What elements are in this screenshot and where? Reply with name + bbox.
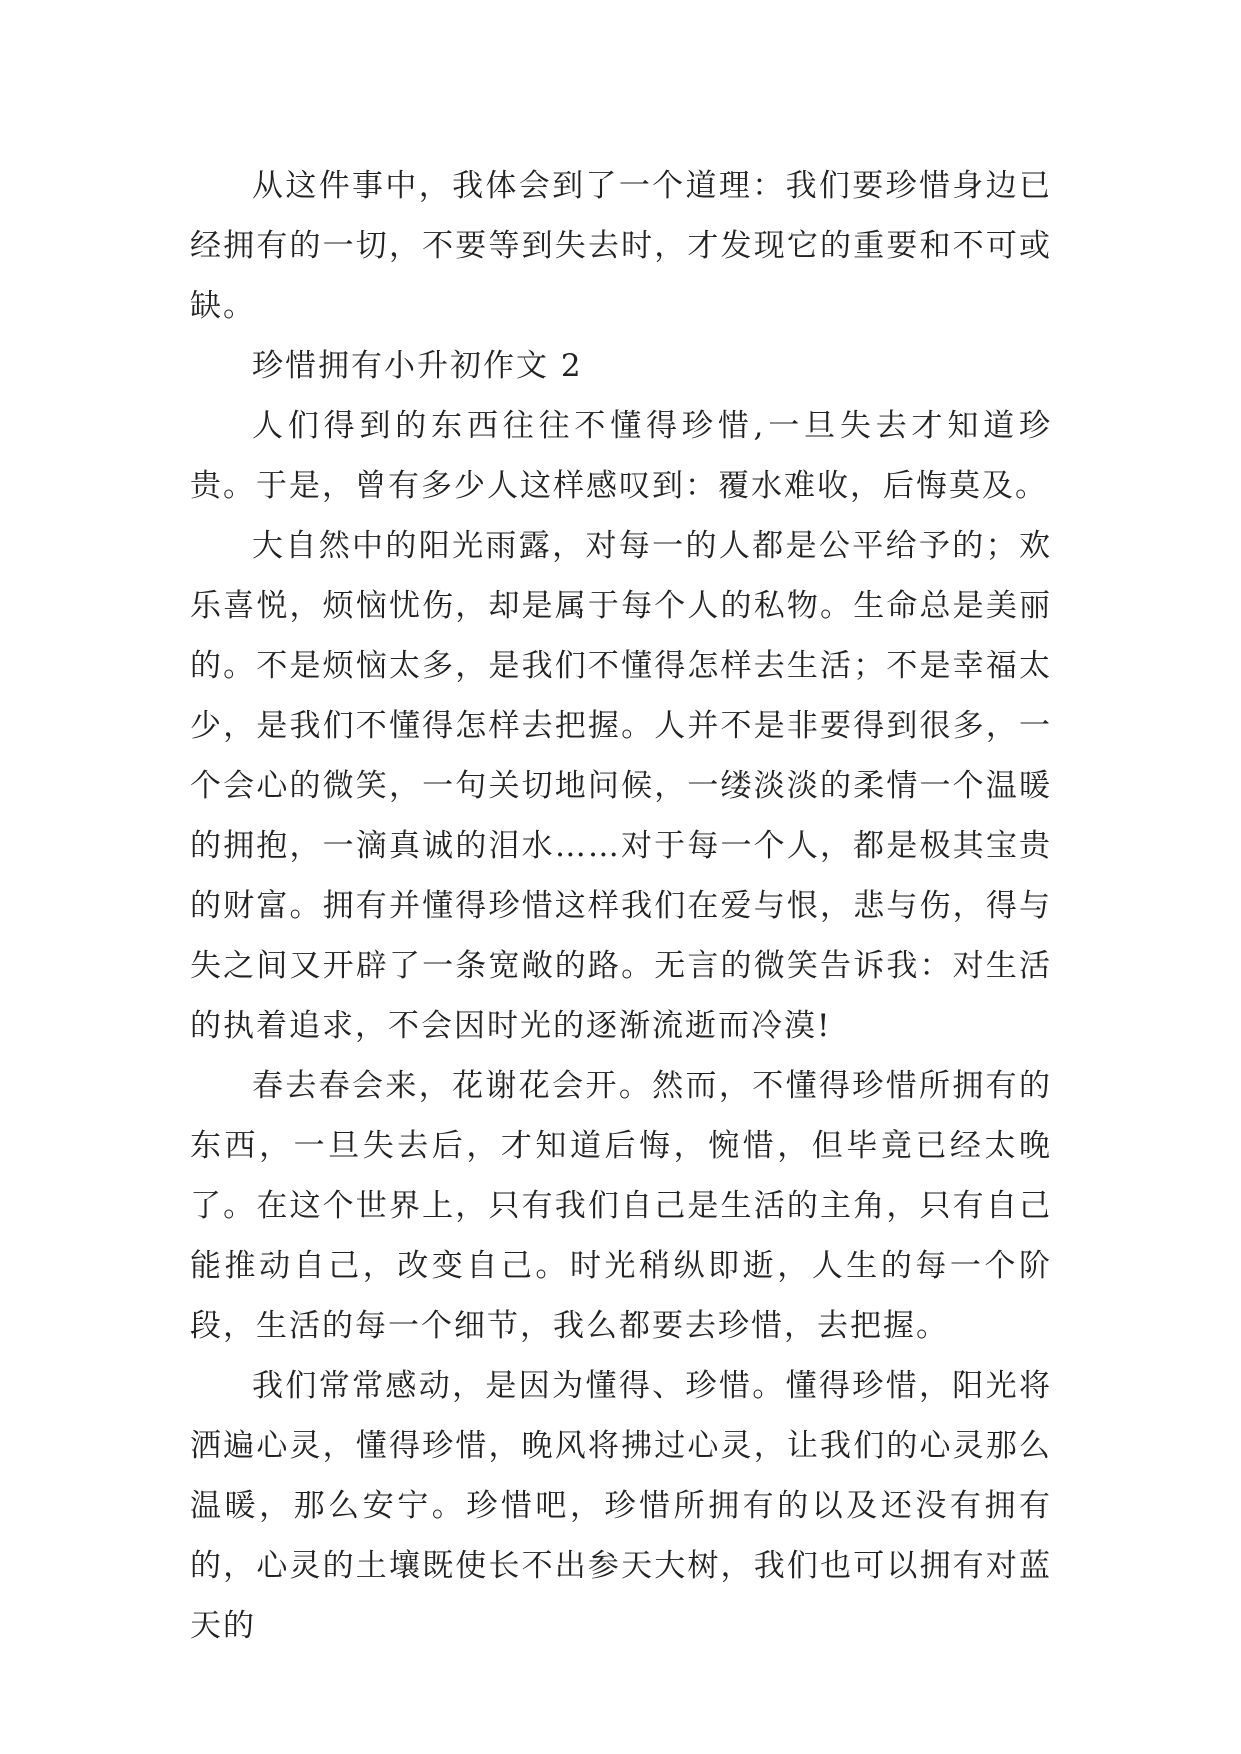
essay-title: 珍惜拥有小升初作文 2 [252,348,583,384]
paragraph-touched: 我们常常感动，是因为懂得、珍惜。懂得珍惜，阳光将洒遍心灵，懂得珍惜，晚风将拂过心灵，让我们的心灵那么温暖，那么安宁。珍惜吧，珍惜所拥有的以及还没有拥有的，心灵的土壤既使长不出参天大树，我们也可以拥有对蓝天的 [190,1368,1052,1644]
paragraph-seasons: 春去春会来，花谢花会开。然而，不懂得珍惜所拥有的东西，一旦失去后，才知道后悔，惋惜，但毕竟已经太晚了。在这个世界上，只有我们自己是生活的主角，只有自己能推动自己，改变自己。时光稍纵即逝，人生的每一个阶段，生活的每一个细节，我么都要去珍惜，去把握。 [190,1068,1052,1344]
paragraph-nature: 大自然中的阳光雨露，对每一的人都是公平给予的；欢乐喜悦，烦恼忧伤，却是属于每个人的私物。生命总是美丽的。不是烦恼太多，是我们不懂得怎样去生活；不是幸福太少，是我们不懂得怎样去把握。人并不是非要得到很多，一个会心的微笑，一句关切地问候，一缕淡淡的柔情一个温暖的拥抱，一滴真诚的泪水……对于每一个人，都是极其宝贵的财富。拥有并懂得珍惜这样我们在爱与恨，悲与伤，得与失之间又开辟了一条宽敞的路。无言的微笑告诉我：对生活的执着追求，不会因时光的逐渐流逝而冷漠! [190,528,1052,1044]
paragraph-intro: 人们得到的东西往往不懂得珍惜,一旦失去才知道珍贵。于是，曾有多少人这样感叹到：覆水难收，后悔莫及。 [190,408,1052,504]
paragraph-conclusion: 从这件事中，我体会到了一个道理：我们要珍惜身边已经拥有的一切，不要等到失去时，才发现它的重要和不可或缺。 [190,168,1052,324]
article-body [190,156,1052,1656]
